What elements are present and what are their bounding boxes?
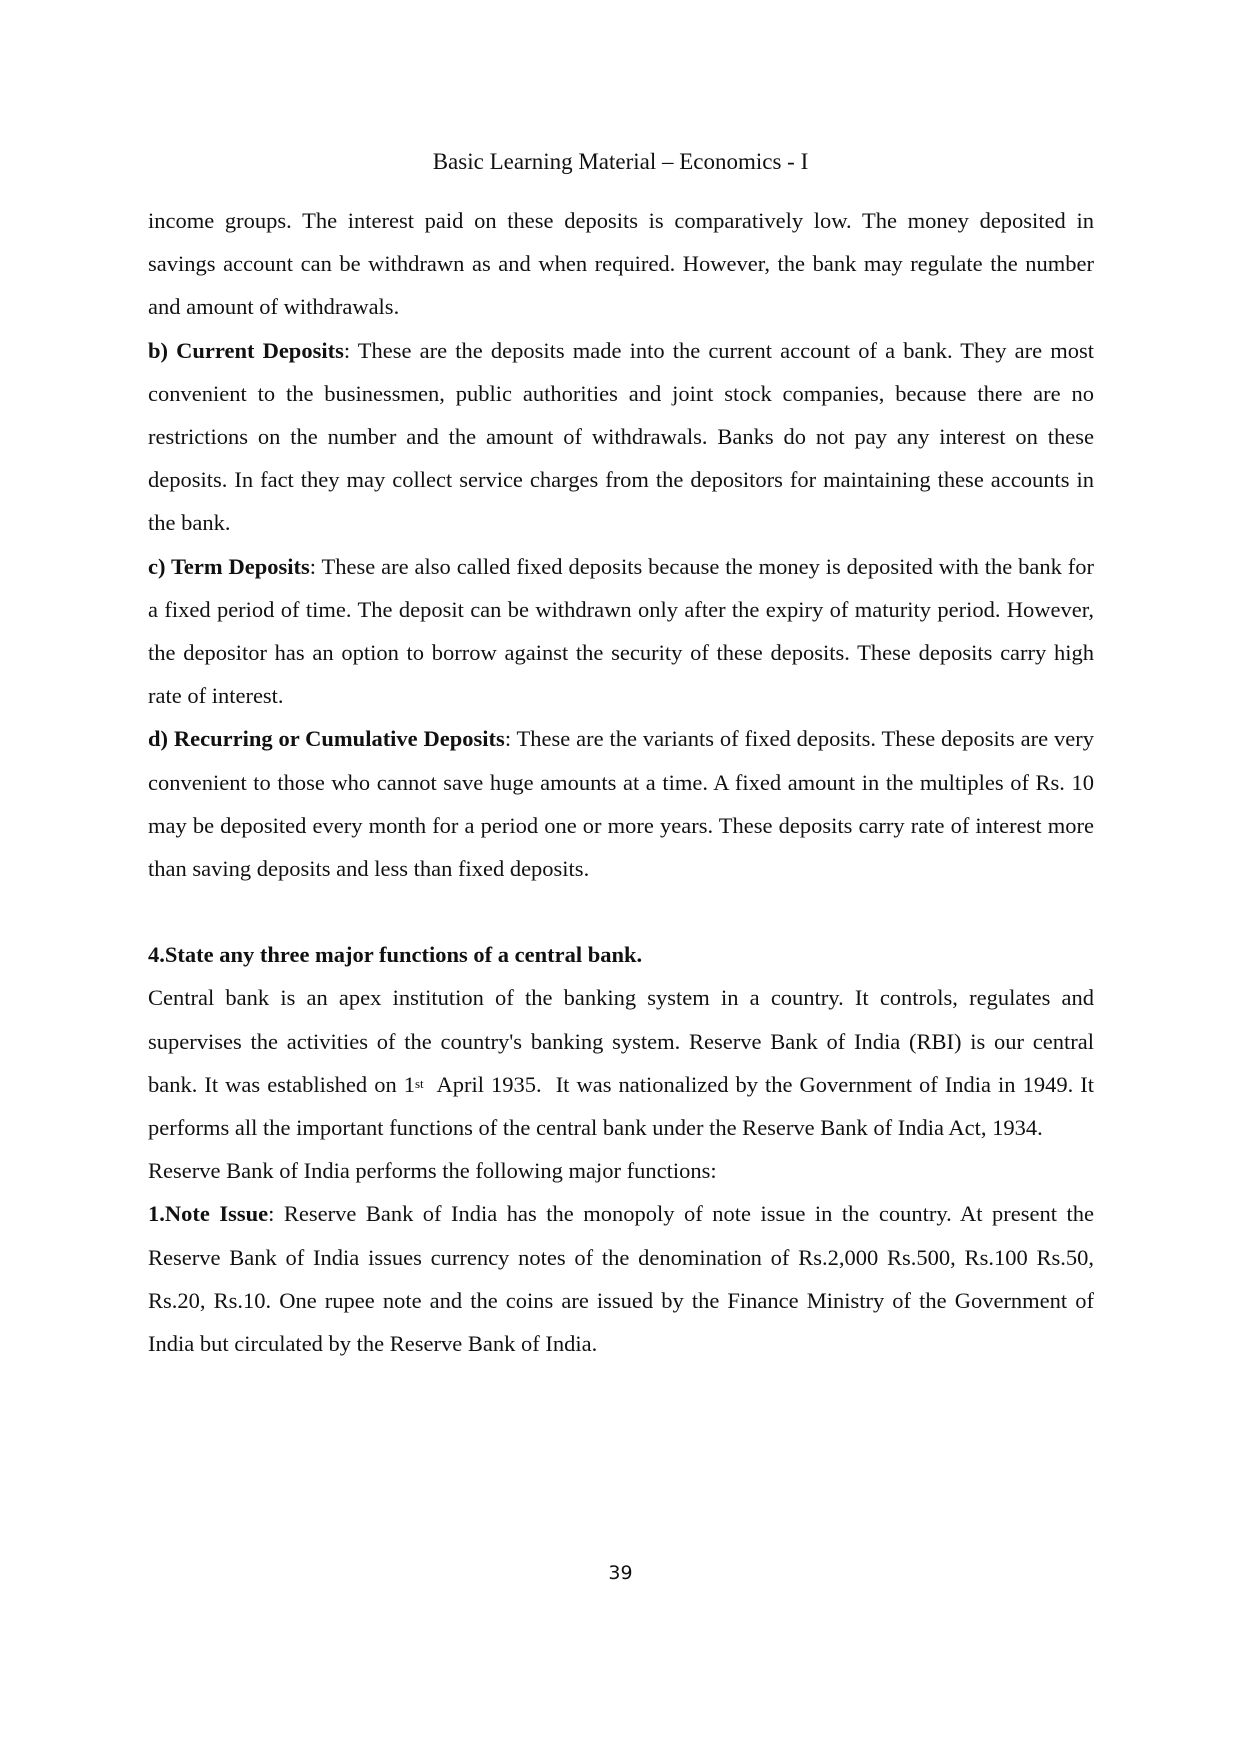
ordinal-superscript: st — [414, 1075, 424, 1091]
recurring-deposits-paragraph — [148, 717, 1094, 890]
central-bank-intro-part1: Central bank is an apex institution of the banking system in a country. It controls, regulates and supervises the activities of the country's banking system. Reserve Bank of India (RBI) is our central bank. It was established on 1 — [148, 985, 1094, 1097]
recurring-deposits-label: d) Recurring or Cumulative Deposits — [148, 726, 505, 752]
page-header: Basic Learning Material – Economics - I — [432, 149, 809, 174]
current-deposits-paragraph — [148, 329, 1094, 545]
term-deposits-label: c) Term Deposits — [148, 553, 310, 579]
document-body — [148, 199, 1100, 1365]
note-issue-label: 1.Note Issue — [148, 1201, 269, 1227]
central-bank-intro-part2: April 1935. It was nationalized by the Government of India in 1949. It performs all the important functions of the central bank under the Reserve Bank of India Act, 1934. — [148, 1071, 1100, 1141]
savings-deposits-continuation: income groups. The interest paid on these deposits is comparatively low. The money deposited in savings account can be withdrawn as and when required. However, the bank may regulate the number and amount of withdrawals. — [148, 208, 1094, 320]
current-deposits-label: b) Current Deposits — [148, 337, 344, 363]
page-number: 39 — [608, 1562, 633, 1584]
term-deposits-paragraph — [148, 545, 1094, 718]
note-issue-text: : Reserve Bank of India has the monopoly of note issue in the country. At present the Reserve Bank of India issues currency notes of the denomination of Rs.2,000 Rs.500, Rs.100 Rs.50, Rs.20, Rs.10. One rupee note and the coins are issued by the Finance Ministry of the Government of India but circulated by the Reserve Bank of India. — [148, 1201, 1094, 1357]
current-deposits-text: : These are the deposits made into the current account of a bank. They are most convenient to the businessmen, public authorities and joint stock companies, because there are no restrictions on the number and the amount of withdrawals. Banks do not pay any interest on these deposits. In fact they may collect service charges from the depositors for maintaining these accounts in the bank. — [148, 337, 1094, 536]
central-bank-intro — [148, 976, 1100, 1149]
question-heading: 4.State any three major functions of a central bank. — [148, 942, 643, 968]
functions-intro: Reserve Bank of India performs the following major functions: — [148, 1158, 717, 1184]
note-issue-paragraph — [148, 1192, 1094, 1365]
section-spacer — [148, 890, 1094, 933]
term-deposits-text: : These are also called fixed deposits because the money is deposited with the bank for a fixed period of time. The deposit can be withdrawn only after the expiry of maturity period. However, the depositor has an option to borrow against the security of these deposits. These deposits carry high rate of interest. — [148, 553, 1094, 709]
recurring-deposits-text: : These are the variants of fixed deposits. These deposits are very convenient to those who cannot save huge amounts at a time. A fixed amount in the multiples of Rs. 10 may be deposited every month for a period one or more years. These deposits carry rate of interest more than saving deposits and less than fixed deposits. — [148, 726, 1094, 882]
